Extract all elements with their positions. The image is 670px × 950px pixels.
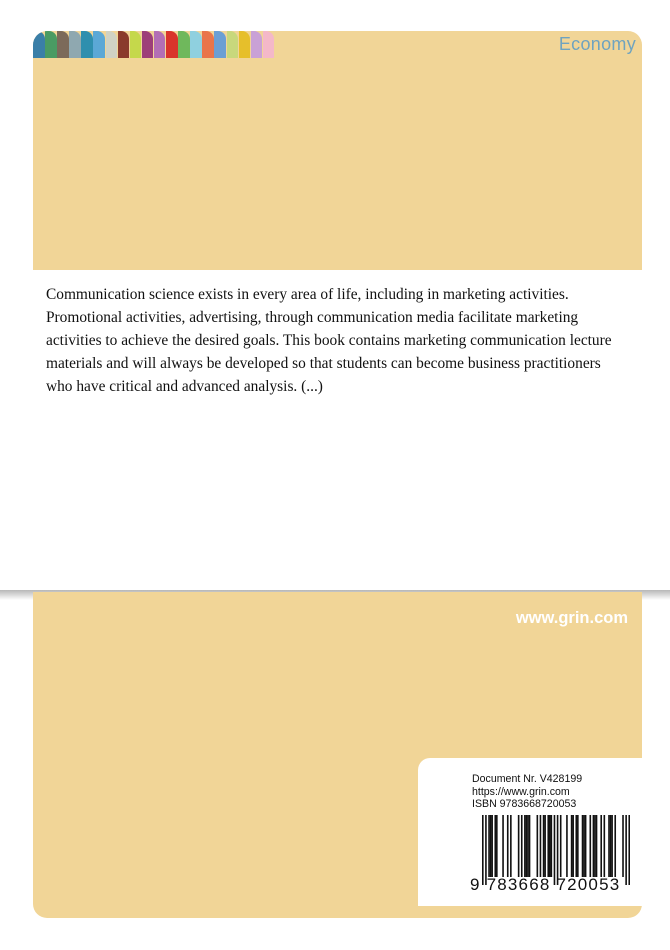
- color-stripe: [130, 31, 142, 58]
- barcode-bar: [604, 815, 606, 877]
- website-label: www.grin.com: [515, 609, 628, 627]
- blurb-text: Communication science exists in every area of life, including in marketing activities. Promotional activities, advertising, through communication media facilitate marketing activities to achieve the desired goals. This book contains marketing communication lecture materials and will always be developed so that students can become business practitioners who have critical and advanced analysis. (...): [46, 286, 612, 395]
- barcode-bar: [547, 815, 549, 877]
- color-stripe: [190, 31, 202, 58]
- barcode-bar: [507, 815, 509, 877]
- barcode-bar: [583, 815, 585, 877]
- barcode-box: [418, 758, 642, 906]
- cover-bottom-panel: [33, 592, 642, 918]
- barcode-bar: [527, 815, 529, 877]
- barcode-bar: [560, 815, 562, 877]
- color-stripe: [33, 31, 45, 58]
- barcode-info: [472, 773, 582, 811]
- barcode-bar: [488, 815, 490, 877]
- barcode-bar: [585, 815, 587, 877]
- color-stripes: [33, 31, 275, 58]
- barcode-bar: [537, 815, 539, 877]
- color-stripe: [251, 31, 263, 58]
- color-stripe: [154, 31, 166, 58]
- barcode-digits-left: 783668: [486, 875, 551, 894]
- barcode-bar: [543, 815, 545, 877]
- barcode-bar: [544, 815, 546, 877]
- barcode-bar: [540, 815, 542, 877]
- barcode-bar: [494, 815, 496, 877]
- color-stripe: [178, 31, 190, 58]
- barcode-bar: [524, 815, 526, 877]
- barcode-digit-first: 9: [470, 875, 481, 894]
- barcode-bar: [491, 815, 493, 877]
- barcode-bar: [496, 815, 498, 877]
- barcode-bar: [582, 815, 584, 877]
- barcode-bar: [628, 815, 630, 885]
- color-stripe: [69, 31, 81, 58]
- barcode-bar: [572, 815, 574, 877]
- color-stripe: [45, 31, 57, 58]
- barcode-bar: [600, 815, 602, 877]
- barcode-bar: [551, 815, 553, 877]
- document-number: Document Nr. V428199: [472, 773, 583, 785]
- barcode-bar: [510, 815, 512, 877]
- barcode-bar: [593, 815, 595, 877]
- barcode-bar: [502, 815, 504, 877]
- barcode-bar: [577, 815, 579, 877]
- color-stripe: [202, 31, 214, 58]
- color-stripe: [239, 31, 251, 58]
- barcode-bar: [594, 815, 596, 877]
- barcode-digits-right: 720053: [556, 875, 621, 894]
- barcode-bar: [596, 815, 598, 877]
- barcode-bar: [526, 815, 528, 877]
- barcode-bar: [608, 815, 610, 877]
- barcode-bar: [611, 815, 613, 877]
- barcode-digits: [470, 875, 620, 895]
- barcode-bar: [518, 815, 520, 877]
- color-stripe: [81, 31, 93, 58]
- barcode-bar: [622, 815, 624, 877]
- color-stripe: [142, 31, 154, 58]
- color-stripe: [57, 31, 69, 58]
- color-stripe: [118, 31, 130, 58]
- color-stripe: [93, 31, 105, 58]
- barcode-bar: [610, 815, 612, 877]
- color-stripe: [106, 31, 118, 58]
- isbn-number: ISBN 9783668720053: [472, 798, 577, 811]
- barcode-bar: [575, 815, 577, 877]
- color-stripe: [263, 31, 275, 58]
- barcode-bar: [625, 815, 627, 885]
- barcode-bar: [549, 815, 551, 877]
- color-stripe: [227, 31, 239, 58]
- category-label: Economy: [558, 34, 636, 54]
- color-stripe: [214, 31, 226, 58]
- barcode-bar: [490, 815, 492, 877]
- barcode-bar: [529, 815, 531, 877]
- cover-top-panel: [33, 31, 642, 270]
- barcode-bar: [521, 815, 523, 877]
- document-url: https://www.grin.com: [472, 785, 570, 798]
- barcode-bar: [566, 815, 568, 877]
- color-stripe: [166, 31, 178, 58]
- barcode-bar: [571, 815, 573, 877]
- barcode-bar: [614, 815, 616, 877]
- barcode-bar: [589, 815, 591, 877]
